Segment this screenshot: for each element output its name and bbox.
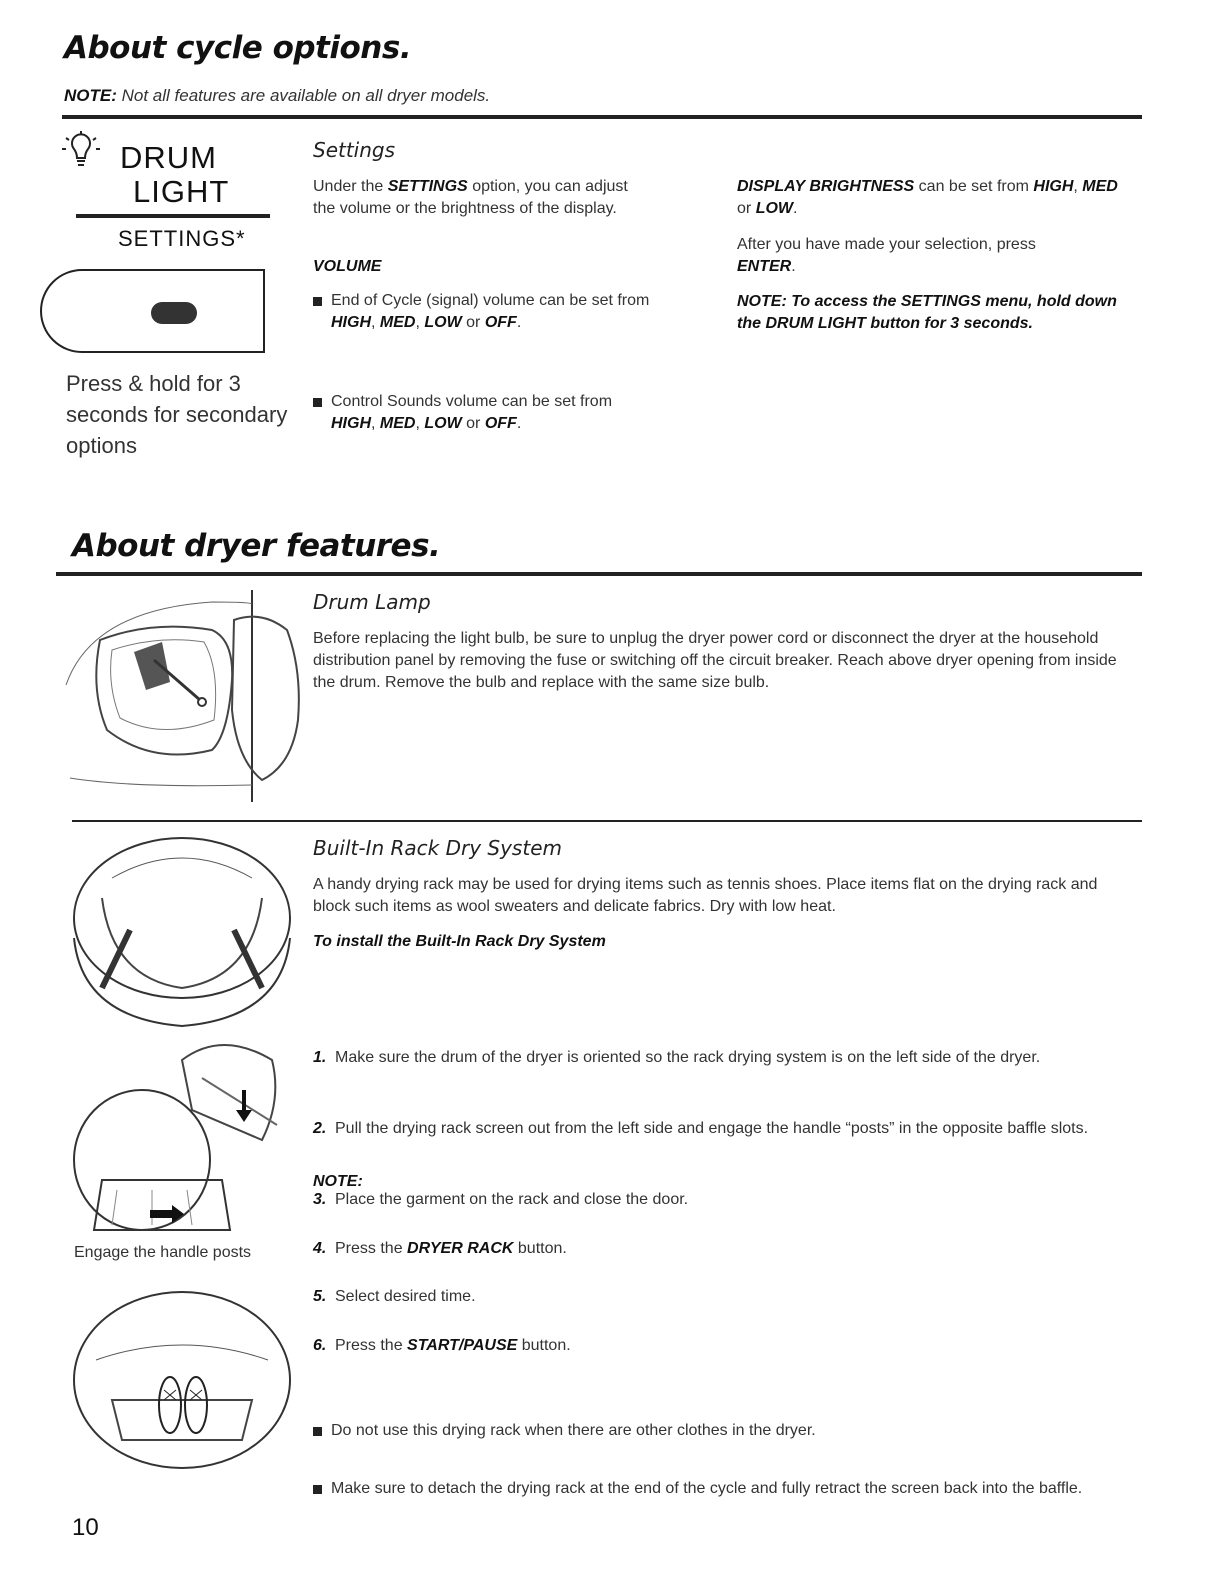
top-note-text: Not all features are available on all dryer models. [121, 86, 491, 105]
bullet-square [313, 297, 322, 306]
drum-light-button[interactable] [64, 270, 274, 360]
top-note-label: NOTE: [64, 86, 117, 105]
button-title-underline [76, 214, 270, 218]
rack-intro: A handy drying rack may be used for drying items such as tennis shoes. Place items flat on the drying rack and block such items as wool sweaters and delicate fabrics. Dry with low heat. [313, 876, 1098, 915]
drum-button-title-line1: DRUM [120, 140, 217, 175]
bullet-square [313, 1485, 322, 1494]
display-brightness-text: DISPLAY BRIGHTNESS can be set from HIGH, MED or LOW. [737, 178, 1118, 217]
bullet-square [313, 1427, 322, 1436]
install-step-2: 2. Pull the drying rack screen out from the left side and engage the handle “posts” in the opposite baffle slots. [313, 1120, 1089, 1137]
dryer-features-heading: About dryer features. [72, 528, 441, 564]
rack-install-illustration [72, 1030, 292, 1242]
rack-shoes-illustration [72, 1290, 292, 1470]
section-divider [62, 115, 1142, 119]
rack-note-1: Do not use this drying rack when there are other clothes in the dryer. [313, 1420, 1151, 1442]
volume-bullet-2: Control Sounds volume can be set from HIGH, MED, LOW or OFF. [313, 391, 731, 435]
install-title: To install the Built-In Rack Dry System [313, 933, 606, 950]
rack-caption: Engage the handle posts [74, 1244, 252, 1261]
page-number: 10 [72, 1514, 99, 1541]
settings-subtitle: SETTINGS* [118, 226, 246, 251]
light-bulb-icon [56, 135, 106, 185]
drum-lamp-title: Drum Lamp [313, 590, 431, 614]
volume-bullet-1: End of Cycle (signal) volume can be set from HIGH, MED, LOW or OFF. [313, 290, 731, 334]
install-step-4: 4. Press the DRYER RACK button. [313, 1240, 567, 1257]
bullet-square [313, 398, 322, 407]
asterisk-mark: * [236, 226, 246, 251]
settings-access-note: NOTE: To access the SETTINGS menu, hold down the DRUM LIGHT button for 3 seconds. [737, 293, 1117, 332]
press-hold-text: Press & hold for 3 seconds for secondary options [66, 371, 288, 458]
cycle-options-heading: About cycle options. [64, 30, 412, 66]
settings-intro: Under the SETTINGS option, you can adjust the volume or the brightness of the display. [313, 178, 628, 217]
drum-button-title-line2: LIGHT [133, 174, 230, 209]
top-note [64, 86, 490, 106]
lamp-rack-divider [72, 820, 1142, 822]
enter-instruction: After you have made your selection, press ENTER. [737, 236, 1036, 275]
install-step-5: 5. Select desired time. [313, 1288, 476, 1305]
volume-label: VOLUME [313, 258, 382, 275]
drum-lamp-text: Before replacing the light bulb, be sure to unplug the dryer power cord or disconnect the dryer at the household distribution panel by removing the fuse or switching off the circuit breaker. Reach above dryer opening from inside the drum. Remove the bulb and replace with the same size bulb. [313, 630, 1117, 691]
rack-title: Built-In Rack Dry System [313, 836, 562, 860]
settings-title: Settings [313, 138, 396, 162]
features-divider [56, 572, 1142, 576]
install-step-1: 1. Make sure the drum of the dryer is oriented so the rack drying system is on the left side of the dryer. [313, 1049, 1041, 1066]
install-step-3: 3. Place the garment on the rack and close the door. [313, 1191, 689, 1208]
rack-note-2: Make sure to detach the drying rack at the end of the cycle and fully retract the screen back into the baffle. [313, 1478, 1131, 1500]
install-step-6: 6. Press the START/PAUSE button. [313, 1337, 571, 1354]
rack-drum-illustration [72, 838, 292, 1028]
drum-lamp-illustration [62, 590, 302, 802]
rack-note-label: NOTE: [313, 1173, 363, 1190]
